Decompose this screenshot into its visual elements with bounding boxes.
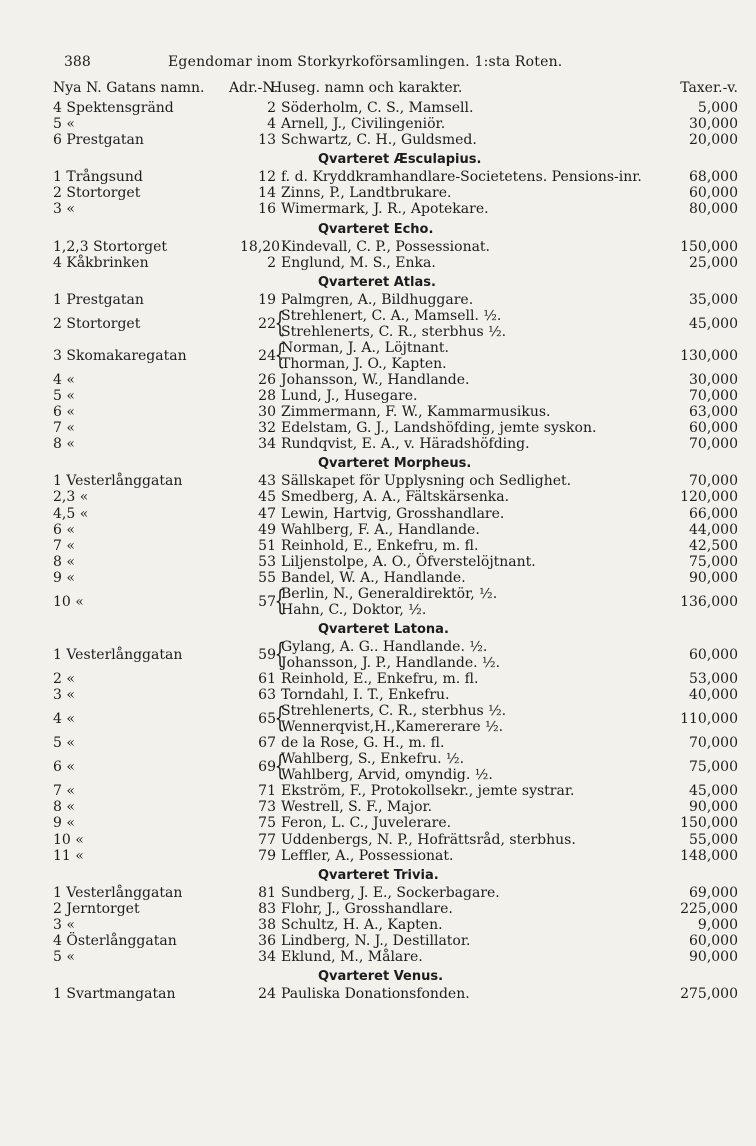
tax-value-cell: 53,000 — [689, 670, 738, 687]
table-row — [0, 292, 756, 308]
owner-cell: Torndahl, I. T., Enkefru. — [281, 687, 450, 704]
tax-value-cell: 69,000 — [689, 884, 738, 901]
section-title: Qvarteret Atlas. — [318, 274, 436, 290]
address-number-cell: 4 — [267, 116, 276, 133]
owner-line: Johansson, J. P., Handlande. ½. — [281, 654, 501, 671]
tax-value-cell: 20,000 — [689, 132, 738, 149]
street-cell: 4 Spektensgränd — [53, 100, 174, 116]
owner-line: Strehlenerts, C. R., sterbhus ½. — [281, 703, 507, 720]
address-number-cell: 43 — [258, 473, 276, 490]
section-heading — [0, 452, 756, 473]
table-row — [0, 783, 756, 799]
street-cell: 2 « — [53, 670, 75, 687]
street-cell: 2,3 « — [53, 489, 89, 506]
street-cell: 6 « — [53, 404, 75, 421]
tax-value-cell: 30,000 — [689, 116, 738, 133]
column-header-address-number: Adr.-N. — [229, 80, 279, 96]
owner-line: Strehlenert, C. A., Mamsell. ½. — [281, 307, 502, 324]
owner-cell: Pauliska Donationsfonden. — [281, 986, 470, 1003]
owner-cell: Leffler, A., Possessionat. — [281, 847, 454, 864]
address-number-cell: 18,20 — [240, 238, 281, 255]
brace-left: { — [274, 701, 286, 735]
owner-cell: Johansson, W., Handlande. — [281, 371, 470, 388]
address-number-cell: 34 — [258, 436, 276, 453]
table-row — [0, 570, 756, 586]
street-cell: 4,5 « — [53, 505, 89, 522]
table-row — [0, 201, 756, 217]
owner-cell: Bandel, W. A., Handlande. — [281, 569, 466, 586]
street-cell: 3 « — [53, 687, 75, 704]
owner-cell — [281, 703, 506, 735]
table-row — [0, 372, 756, 388]
tax-value-cell: 225,000 — [680, 900, 738, 917]
street-cell: 3 « — [53, 916, 75, 933]
street-cell: 3 « — [53, 201, 75, 218]
tax-value-cell: 60,000 — [689, 185, 738, 202]
brace-left: { — [274, 583, 286, 617]
section-title: Qvarteret Trivia. — [318, 867, 439, 883]
address-number-cell: 24 — [258, 986, 276, 1003]
owner-cell: Lindberg, N. J., Destillator. — [281, 933, 471, 949]
street-cell: 2 Jerntorget — [53, 900, 140, 917]
address-number-cell: 14 — [258, 185, 276, 202]
owner-cell: Lewin, Hartvig, Grosshandlare. — [281, 505, 505, 522]
tax-value-cell: 60,000 — [689, 933, 738, 949]
address-number-cell: 19 — [258, 291, 276, 308]
owner-cell: Söderholm, C. S., Mamsell. — [281, 100, 474, 116]
street-cell: 1 Svartmangatan — [53, 986, 176, 1003]
table-row — [0, 132, 756, 148]
tax-value-cell: 136,000 — [680, 593, 738, 610]
street-cell: 1 Vesterlånggatan — [53, 646, 183, 663]
street-cell: 1 Prestgatan — [53, 291, 144, 308]
tax-value-cell: 90,000 — [689, 949, 738, 966]
owner-cell: Eklund, M., Målare. — [281, 949, 423, 966]
section-heading — [0, 965, 756, 986]
owner-cell: Arnell, J., Civilingeniör. — [281, 116, 446, 133]
street-cell: 8 « — [53, 799, 75, 816]
owner-cell: Zimmermann, F. W., Kammarmusikus. — [281, 404, 551, 421]
table-row — [0, 949, 756, 965]
table-row — [0, 799, 756, 815]
street-cell: 6 « — [53, 759, 75, 776]
address-number-cell: 79 — [258, 847, 276, 864]
brace-left: { — [274, 305, 286, 339]
section-heading — [0, 148, 756, 169]
street-cell: 4 « — [53, 711, 75, 728]
tax-value-cell: 150,000 — [680, 238, 738, 255]
address-number-cell: 22 — [258, 315, 276, 332]
address-number-cell: 49 — [258, 521, 276, 538]
tax-value-cell: 70,000 — [689, 735, 738, 752]
tax-value-cell: 275,000 — [680, 986, 738, 1003]
owner-cell: Reinhold, E., Enkefru, m. fl. — [281, 670, 479, 687]
section-title: Qvarteret Venus. — [318, 969, 444, 985]
street-cell: 4 Kåkbrinken — [53, 254, 149, 271]
street-cell: 8 « — [53, 436, 75, 453]
table-row — [0, 687, 756, 703]
table-row — [0, 185, 756, 201]
column-header-street: Nya N. Gatans namn. — [53, 80, 205, 96]
table-row — [0, 636, 756, 671]
street-cell: 7 « — [53, 537, 75, 554]
street-cell: 9 « — [53, 815, 75, 832]
street-cell: 9 « — [53, 569, 75, 586]
tax-value-cell: 44,000 — [689, 521, 738, 538]
street-cell: 4 « — [53, 371, 75, 388]
tax-value-cell: 42,500 — [689, 537, 738, 554]
tax-value-cell: 90,000 — [689, 569, 738, 586]
street-cell: 1 Vesterlånggatan — [53, 884, 183, 901]
address-number-cell: 61 — [258, 670, 276, 687]
street-cell: 1 Trångsund — [53, 169, 143, 186]
owner-cell: Rundqvist, E. A., v. Häradshöfding. — [281, 436, 530, 453]
owner-cell: de la Rose, G. H., m. fl. — [281, 735, 445, 752]
address-number-cell: 65 — [258, 711, 276, 728]
owner-cell: Wimermark, J. R., Apotekare. — [281, 201, 489, 218]
owner-cell: Ekström, F., Protokollsekr., jemte systrar. — [281, 783, 575, 800]
table-row — [0, 554, 756, 570]
address-number-cell: 16 — [258, 201, 276, 218]
address-number-cell: 47 — [258, 505, 276, 522]
tax-value-cell: 45,000 — [689, 783, 738, 800]
owner-line: Hahn, C., Doktor, ½. — [281, 601, 427, 618]
street-cell: 8 « — [53, 553, 75, 570]
street-cell: 10 « — [53, 593, 84, 610]
section-title: Qvarteret Æsculapius. — [318, 152, 482, 168]
table-row — [0, 116, 756, 132]
address-number-cell: 83 — [258, 900, 276, 917]
tax-value-cell: 70,000 — [689, 387, 738, 404]
owner-line: Gylang, A. G.. Handlande. ½. — [281, 638, 488, 655]
tax-value-cell: 70,000 — [689, 473, 738, 490]
table-row — [0, 169, 756, 185]
table-row — [0, 473, 756, 489]
page-header — [0, 54, 756, 76]
ledger-body — [0, 100, 756, 1002]
address-number-cell: 38 — [258, 916, 276, 933]
table-row — [0, 436, 756, 452]
tax-value-cell: 25,000 — [689, 254, 738, 271]
address-number-cell: 12 — [258, 169, 276, 186]
column-header-tax-value: Taxer.-v. — [680, 80, 738, 96]
street-cell: 5 « — [53, 116, 75, 133]
owner-line: Wahlberg, S., Enkefru. ½. — [281, 751, 465, 768]
address-number-cell: 59 — [258, 646, 276, 663]
address-number-cell: 26 — [258, 371, 276, 388]
address-number-cell: 71 — [258, 783, 276, 800]
tax-value-cell: 110,000 — [680, 711, 738, 728]
table-row — [0, 337, 756, 372]
tax-value-cell: 75,000 — [689, 759, 738, 776]
section-heading — [0, 271, 756, 292]
address-number-cell: 57 — [258, 593, 276, 610]
address-number-cell: 34 — [258, 949, 276, 966]
address-number-cell: 28 — [258, 387, 276, 404]
tax-value-cell: 45,000 — [689, 315, 738, 332]
tax-value-cell: 90,000 — [689, 799, 738, 816]
owner-cell: Schultz, H. A., Kapten. — [281, 916, 443, 933]
section-title: Qvarteret Morpheus. — [318, 456, 472, 472]
tax-value-cell: 35,000 — [689, 291, 738, 308]
tax-value-cell: 80,000 — [689, 201, 738, 218]
address-number-cell: 51 — [258, 537, 276, 554]
tax-value-cell: 75,000 — [689, 553, 738, 570]
table-row — [0, 735, 756, 751]
owner-line: Norman, J. A., Löjtnant. — [281, 339, 449, 356]
table-row — [0, 917, 756, 933]
tax-value-cell: 70,000 — [689, 436, 738, 453]
brace-left: { — [274, 636, 286, 670]
table-row — [0, 305, 756, 340]
owner-cell: Kindevall, C. P., Possessionat. — [281, 238, 491, 255]
owner-cell — [281, 308, 506, 340]
table-row — [0, 703, 756, 735]
owner-line: Berlin, N., Generaldirektör, ½. — [281, 585, 498, 602]
street-cell: 11 « — [53, 847, 84, 864]
street-cell: 7 « — [53, 783, 75, 800]
table-row — [0, 522, 756, 538]
tax-value-cell: 130,000 — [680, 347, 738, 364]
column-headers — [0, 80, 756, 100]
street-cell: 10 « — [53, 831, 84, 848]
owner-cell — [281, 751, 493, 783]
address-number-cell: 55 — [258, 569, 276, 586]
tax-value-cell: 60,000 — [689, 420, 738, 437]
owner-cell: Edelstam, G. J., Landshöfding, jemte syskon. — [281, 420, 597, 437]
tax-value-cell: 40,000 — [689, 687, 738, 704]
tax-value-cell: 30,000 — [689, 371, 738, 388]
street-cell: 3 Skomakaregatan — [53, 347, 187, 364]
table-row — [0, 420, 756, 436]
owner-cell: Englund, M. S., Enka. — [281, 254, 436, 271]
owner-cell: Schwartz, C. H., Guldsmed. — [281, 132, 477, 149]
page-title: Egendomar inom Storkyrkoförsamlingen. 1:sta Roten. — [168, 54, 563, 70]
address-number-cell: 81 — [258, 884, 276, 901]
table-row — [0, 538, 756, 554]
street-cell: 2 Stortorget — [53, 185, 141, 202]
owner-cell — [281, 639, 500, 671]
table-row — [0, 671, 756, 687]
tax-value-cell: 150,000 — [680, 815, 738, 832]
tax-value-cell: 5,000 — [697, 100, 738, 116]
tax-value-cell: 148,000 — [680, 847, 738, 864]
table-row — [0, 901, 756, 917]
tax-value-cell: 120,000 — [680, 489, 738, 506]
section-heading — [0, 218, 756, 239]
owner-line: Thorman, J. O., Kapten. — [281, 355, 447, 372]
table-row — [0, 751, 756, 783]
tax-value-cell: 66,000 — [689, 505, 738, 522]
owner-cell: Wahlberg, F. A., Handlande. — [281, 521, 480, 538]
table-row — [0, 388, 756, 404]
owner-cell: Sundberg, J. E., Sockerbagare. — [281, 884, 500, 901]
address-number-cell: 2 — [267, 100, 276, 116]
table-row — [0, 583, 756, 618]
brace-left: { — [274, 749, 286, 783]
table-row — [0, 986, 756, 1002]
column-header-owner: Huseg. namn och karakter. — [270, 80, 463, 96]
address-number-cell: 67 — [258, 735, 276, 752]
street-cell: 5 « — [53, 387, 75, 404]
section-title: Qvarteret Echo. — [318, 221, 434, 237]
street-cell: 6 Prestgatan — [53, 132, 144, 149]
table-row — [0, 885, 756, 901]
address-number-cell: 32 — [258, 420, 276, 437]
street-cell: 5 « — [53, 949, 75, 966]
owner-cell — [281, 586, 497, 618]
tax-value-cell: 60,000 — [689, 646, 738, 663]
owner-line: Wahlberg, Arvid, omyndig. ½. — [281, 767, 493, 784]
address-number-cell: 30 — [258, 404, 276, 421]
owner-cell: Feron, L. C., Juvelerare. — [281, 815, 452, 832]
page-number: 388 — [64, 54, 91, 70]
table-row — [0, 933, 756, 949]
owner-cell: Liljenstolpe, A. O., Öfverstelöjtnant. — [281, 553, 536, 570]
street-cell: 1 Vesterlånggatan — [53, 473, 183, 490]
street-cell: 6 « — [53, 521, 75, 538]
owner-cell: Lund, J., Husegare. — [281, 387, 418, 404]
owner-cell: Smedberg, A. A., Fältskärsenka. — [281, 489, 510, 506]
section-title: Qvarteret Latona. — [318, 621, 449, 637]
street-cell: 7 « — [53, 420, 75, 437]
owner-line: Wennerqvist,H.,Kamererare ½. — [281, 719, 504, 736]
brace-left: { — [274, 337, 286, 371]
address-number-cell: 69 — [258, 759, 276, 776]
street-cell: 5 « — [53, 735, 75, 752]
owner-cell: Flohr, J., Grosshandlare. — [281, 900, 453, 917]
address-number-cell: 63 — [258, 687, 276, 704]
table-row — [0, 489, 756, 505]
table-row — [0, 832, 756, 848]
owner-cell: Sällskapet för Upplysning och Sedlighet. — [281, 473, 572, 490]
street-cell: 4 Österlånggatan — [53, 933, 177, 949]
owner-cell — [281, 340, 449, 372]
address-number-cell: 77 — [258, 831, 276, 848]
street-cell: 2 Stortorget — [53, 315, 141, 332]
owner-cell: Reinhold, E., Enkefru, m. fl. — [281, 537, 479, 554]
owner-cell: f. d. Kryddkramhandlare-Societetens. Pensions-inr. — [281, 169, 642, 186]
table-row — [0, 255, 756, 271]
owner-cell: Zinns, P., Landtbrukare. — [281, 185, 452, 202]
tax-value-cell: 68,000 — [689, 169, 738, 186]
tax-value-cell: 9,000 — [697, 916, 738, 933]
tax-value-cell: 63,000 — [689, 404, 738, 421]
street-cell: 1,2,3 Stortorget — [53, 238, 168, 255]
table-row — [0, 239, 756, 255]
table-row — [0, 404, 756, 420]
table-row — [0, 506, 756, 522]
address-number-cell: 45 — [258, 489, 276, 506]
owner-cell: Westrell, S. F., Major. — [281, 799, 433, 816]
table-row — [0, 815, 756, 831]
owner-cell: Uddenbergs, N. P., Hofrättsråd, sterbhus. — [281, 831, 576, 848]
tax-value-cell: 55,000 — [689, 831, 738, 848]
table-row — [0, 848, 756, 864]
section-heading — [0, 618, 756, 639]
owner-cell: Palmgren, A., Bildhuggare. — [281, 291, 474, 308]
address-number-cell: 75 — [258, 815, 276, 832]
owner-line: Strehlenerts, C. R., sterbhus ½. — [281, 323, 507, 340]
address-number-cell: 53 — [258, 553, 276, 570]
table-row — [0, 100, 756, 116]
address-number-cell: 24 — [258, 347, 276, 364]
address-number-cell: 36 — [258, 933, 276, 949]
address-number-cell: 13 — [258, 132, 276, 149]
section-heading — [0, 864, 756, 885]
address-number-cell: 2 — [267, 254, 276, 271]
address-number-cell: 73 — [258, 799, 276, 816]
